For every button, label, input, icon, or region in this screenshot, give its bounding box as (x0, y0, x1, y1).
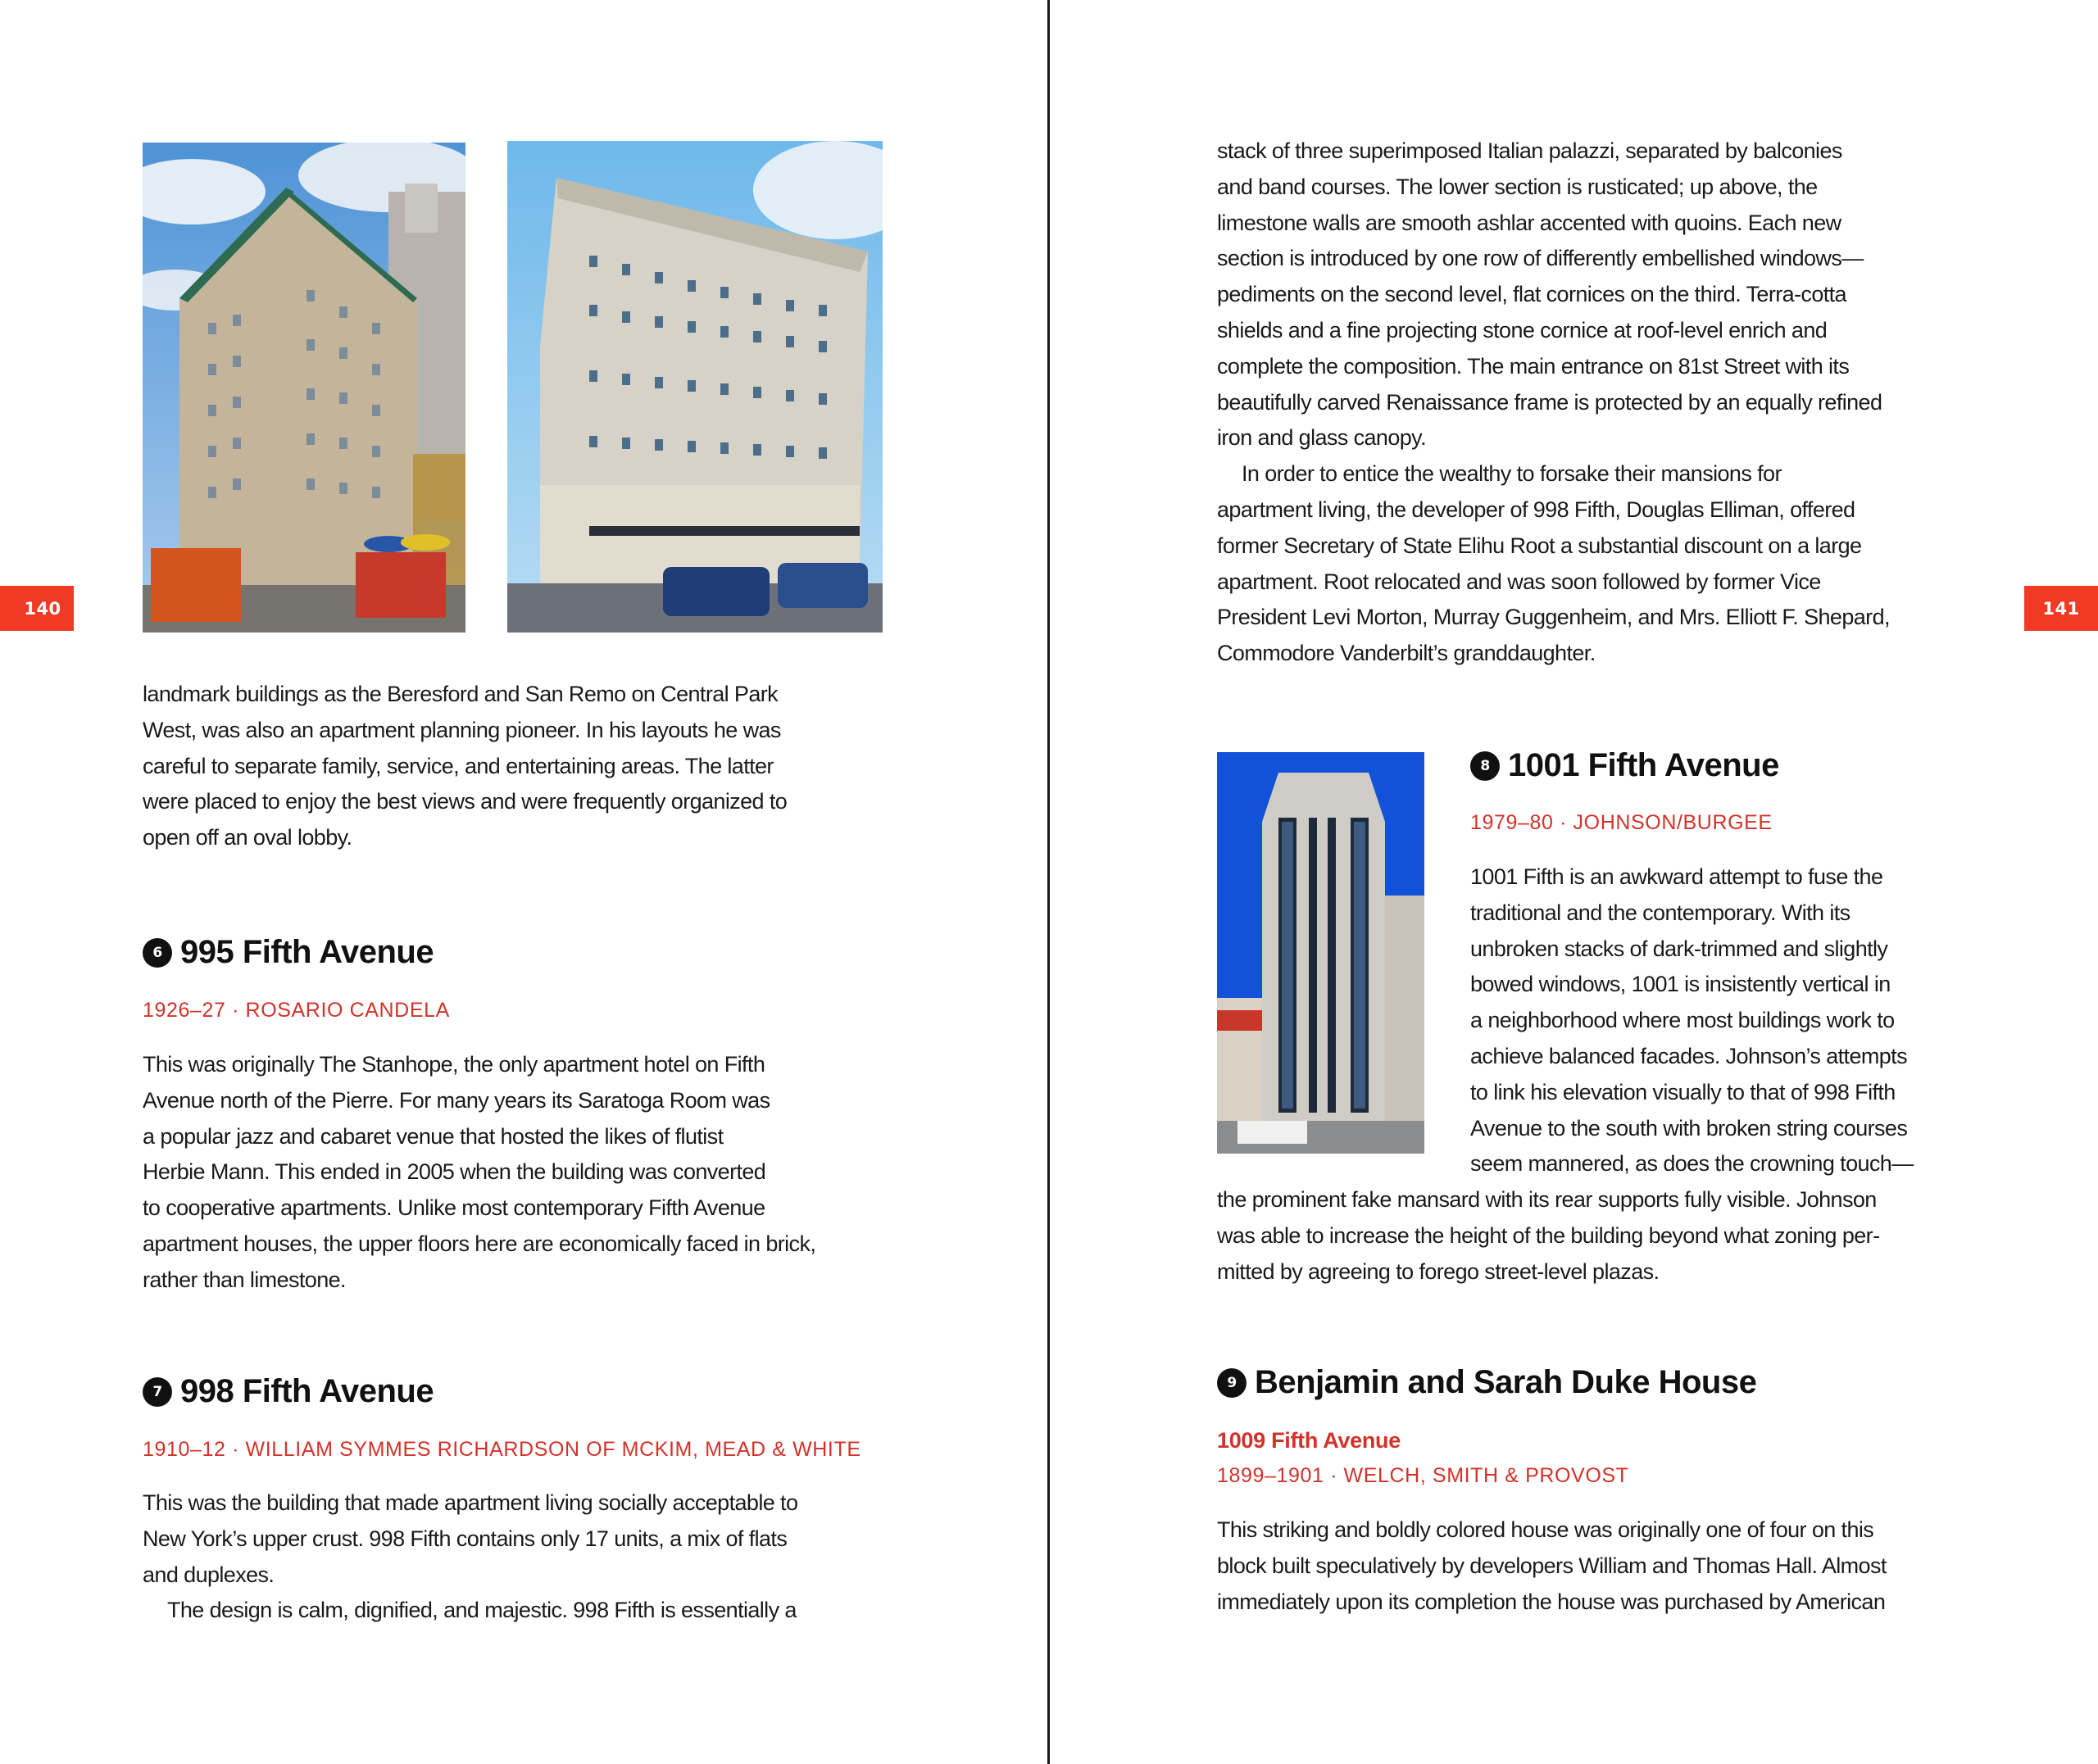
text-line: immediately upon its completion the house was purchased by American (1217, 1589, 1886, 1614)
text-line: rather than limestone. (143, 1267, 346, 1292)
text-line: traditional and the contemporary. With its (1470, 900, 1851, 925)
text-line: and duplexes. (143, 1562, 275, 1587)
entry-meta: 1979–80 · JOHNSON/BURGEE (1470, 811, 1773, 834)
entry-body-1001-fifth-wrap (1470, 859, 1978, 1182)
text-line: iron and glass canopy. (1217, 425, 1426, 451)
text-line: Avenue to the south with broken string courses (1470, 1115, 1908, 1140)
photo-998-fifth-avenue (507, 141, 883, 633)
text-line: West, was also an apartment planning pioneer. In his layouts he was (143, 717, 781, 742)
entry-meta: 1926–27 · ROSARIO CANDELA (143, 999, 450, 1022)
text-line: apartment. Root relocated and was soon followed by former Vice (1217, 569, 1821, 594)
text-line: section is introduced by one row of differently embellished windows— (1217, 246, 1864, 271)
text-line: limestone walls are smooth ashlar accented with quoins. Each new (1217, 210, 1841, 235)
text-line: apartment living, the developer of 998 Fifth, Douglas Elliman, offered (1217, 497, 1855, 522)
text-line: open off an oval lobby. (143, 825, 352, 850)
text-line: and band courses. The lower section is rusticated; up above, the (1217, 174, 1818, 199)
text-line: a popular jazz and cabaret venue that hosted the likes of flutist (143, 1123, 724, 1149)
text-line: shields and a fine projecting stone cornice at roof-level enrich and (1217, 317, 1828, 342)
entry-body-duke-house (1217, 1512, 1971, 1620)
number-badge: 6 (143, 938, 172, 968)
text-line: This was originally The Stanhope, the only apartment hotel on Fifth (143, 1052, 765, 1077)
entry-title: 998 Fifth Avenue (180, 1373, 434, 1409)
text-line: pediments on the second level, flat cornices on the third. Terra-cotta (1217, 282, 1846, 307)
entry-heading-995-fifth (143, 934, 434, 971)
page-spine-divider (1047, 0, 1050, 1764)
text-line: Herbie Mann. This ended in 2005 when the building was converted (143, 1159, 766, 1185)
text-line: landmark buildings as the Beresford and San Remo on Central Park (143, 682, 779, 706)
text-line: President Levi Morton, Murray Guggenheim, and Mrs. Elliott F. Shepard, (1217, 605, 1890, 630)
number-badge: 8 (1470, 751, 1500, 781)
text-line: was able to increase the height of the building beyond what zoning per- (1217, 1222, 1880, 1248)
text-line: were placed to enjoy the best views and were frequently organized to (143, 789, 788, 814)
text-line: Avenue north of the Pierre. For many years its Saratoga Room was (143, 1087, 770, 1113)
text-line: a neighborhood where most buildings work to (1470, 1008, 1895, 1033)
intro-paragraph (143, 677, 905, 856)
entry-title: Benjamin and Sarah Duke House (1255, 1364, 1757, 1400)
text-line: complete the composition. The main entrance on 81st Street with its (1217, 353, 1850, 379)
text-line: former Secretary of State Elihu Root a substantial discount on a large (1217, 533, 1862, 558)
text-line: to cooperative apartments. Unlike most contemporary Fifth Avenue (143, 1195, 765, 1221)
entry-body-998-fifth (143, 1485, 905, 1629)
text-line: In order to entice the wealthy to forsake their mansions for (1242, 461, 1782, 487)
entry-heading-1001-fifth (1470, 747, 1779, 784)
text-line: bowed windows, 1001 is insistently vertical in (1470, 972, 1891, 997)
entry-address: 1009 Fifth Avenue (1217, 1428, 1401, 1453)
text-line: Commodore Vanderbilt’s granddaughter. (1217, 641, 1596, 666)
text-line: to link his elevation visually to that of 998 Fifth (1470, 1079, 1896, 1104)
text-line: block built speculatively by developers William and Thomas Hall. Almost (1217, 1553, 1887, 1578)
number-badge: 9 (1217, 1368, 1247, 1398)
photo-995-fifth-avenue (143, 143, 465, 633)
text-line: apartment houses, the upper floors here are economically faced in brick, (143, 1231, 816, 1256)
text-line: careful to separate family, service, and entertaining areas. The latter (143, 753, 774, 778)
text-line: stack of three superimposed Italian palazzi, separated by balconies (1217, 138, 1842, 163)
text-line: The design is calm, dignified, and majestic. 998 Fifth is essentially a (167, 1598, 797, 1623)
text-line: the prominent fake mansard with its rear supports fully visible. Johnson (1217, 1187, 1877, 1212)
number-badge: 7 (143, 1377, 172, 1407)
text-line: beautifully carved Renaissance frame is protected by an equally refined (1217, 389, 1882, 415)
continuation-paragraph (1217, 134, 1971, 672)
entry-body-1001-fifth-full (1217, 1182, 1971, 1290)
entry-meta: 1910–12 · WILLIAM SYMMES RICHARDSON OF MCKIM, MEAD & WHITE (143, 1438, 861, 1461)
text-line: This was the building that made apartment living socially acceptable to (143, 1490, 798, 1515)
page-number-left: 140 (0, 586, 74, 631)
entry-heading-duke-house (1217, 1364, 1756, 1401)
photo-1001-fifth-avenue (1217, 752, 1424, 1154)
entry-body-995-fifth (143, 1047, 905, 1299)
text-line: 1001 Fifth is an awkward attempt to fuse the (1470, 864, 1883, 889)
text-line: seem mannered, as does the crowning touch— (1470, 1151, 1914, 1177)
text-line: mitted by agreeing to forego street-level plazas. (1217, 1258, 1660, 1284)
text-line: achieve balanced facades. Johnson’s attempts (1470, 1043, 1907, 1068)
entry-title: 1001 Fifth Avenue (1508, 747, 1779, 783)
entry-title: 995 Fifth Avenue (180, 934, 434, 970)
page-number-right: 141 (2024, 586, 2098, 631)
entry-meta: 1899–1901 · WELCH, SMITH & PROVOST (1217, 1464, 1629, 1487)
text-line: unbroken stacks of dark-trimmed and slightly (1470, 936, 1888, 961)
text-line: This striking and boldly colored house was originally one of four on this (1217, 1517, 1874, 1542)
text-line: New York’s upper crust. 998 Fifth contains only 17 units, a mix of flats (143, 1526, 788, 1551)
entry-heading-998-fifth (143, 1373, 434, 1410)
